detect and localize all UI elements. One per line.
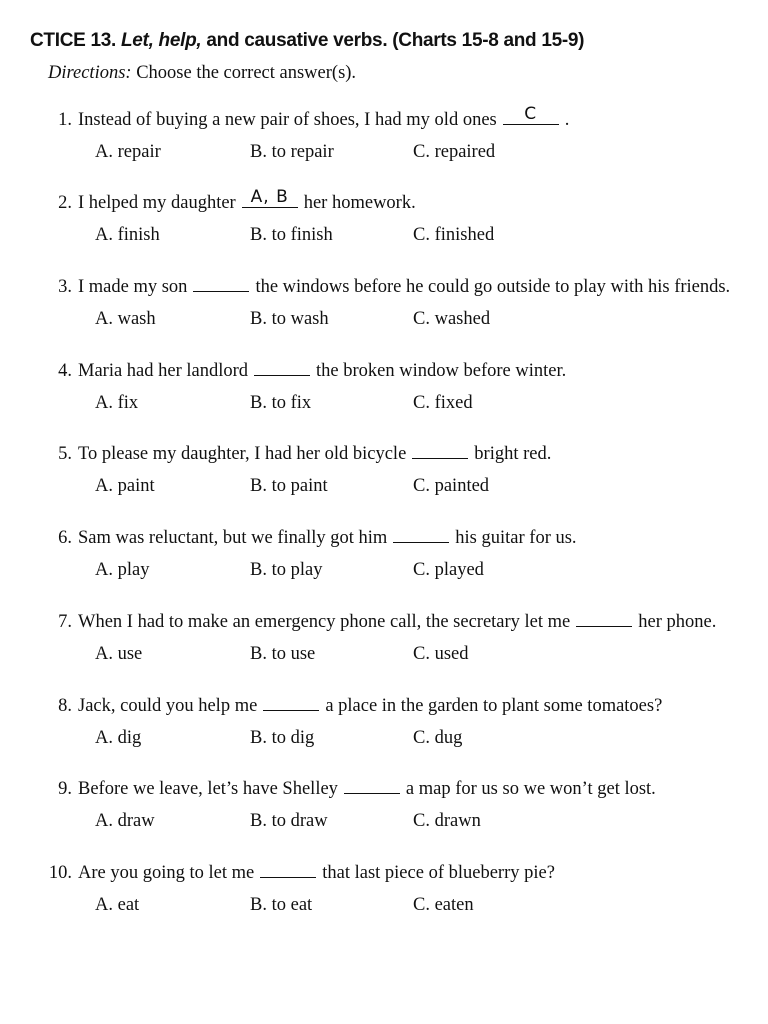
answer-blank[interactable] (344, 779, 400, 794)
option-a[interactable]: A. play (95, 560, 150, 580)
question-stem-line (0, 104, 768, 136)
directions-label: Directions: (48, 63, 132, 83)
stem-after-blank: the broken window before winter. (316, 361, 567, 381)
question-number: 10. (48, 863, 72, 883)
directions (48, 63, 356, 84)
option-b[interactable]: B. to eat (250, 895, 313, 915)
answer-blank[interactable] (393, 528, 449, 543)
stem-before-blank: I helped my daughter (78, 193, 236, 213)
answer-options (0, 225, 768, 249)
question-number: 4. (58, 361, 72, 381)
option-a[interactable]: A. wash (95, 309, 156, 329)
stem-before-blank: To please my daughter, I had her old bicycle (78, 444, 407, 464)
answer-blank[interactable] (260, 863, 316, 878)
option-b[interactable]: B. to paint (250, 476, 328, 496)
option-b[interactable]: B. to use (250, 644, 316, 664)
answer-options (0, 811, 768, 835)
stem-before-blank: I made my son (78, 277, 188, 297)
answer-blank[interactable] (412, 444, 468, 459)
stem-after-blank: bright red. (474, 444, 552, 464)
answer-blank[interactable] (503, 104, 559, 125)
handwritten-answer: A, B (250, 187, 289, 207)
question-stem (78, 779, 656, 800)
stem-before-blank: When I had to make an emergency phone call, the secretary let me (78, 612, 571, 632)
stem-before-blank: Instead of buying a new pair of shoes, I had my old ones (78, 110, 497, 130)
option-c[interactable]: C. played (413, 560, 484, 580)
answer-blank[interactable] (193, 277, 249, 292)
question-number: 3. (58, 277, 72, 297)
question-number: 6. (58, 528, 72, 548)
stem-after-blank: her homework. (303, 193, 416, 213)
option-c[interactable]: C. washed (413, 309, 491, 329)
answer-blank[interactable] (242, 187, 298, 208)
stem-before-blank: Maria had her landlord (78, 361, 249, 381)
question-number: 7. (58, 612, 72, 632)
directions-text: Choose the correct answer(s). (136, 63, 357, 83)
question-stem (78, 277, 730, 298)
option-b[interactable]: B. to draw (250, 811, 328, 831)
option-a[interactable]: A. repair (95, 142, 161, 162)
question-stem (78, 863, 555, 884)
stem-after-blank: a map for us so we won’t get lost. (405, 779, 656, 799)
exercise-title (30, 30, 760, 52)
option-c[interactable]: C. dug (413, 728, 463, 748)
option-c[interactable]: C. drawn (413, 811, 481, 831)
question-stem-line (0, 187, 768, 219)
title-emphasis: Let, help, (120, 30, 202, 51)
answer-options (0, 309, 768, 333)
option-a[interactable]: A. draw (95, 811, 155, 831)
stem-after-blank: her phone. (638, 612, 717, 632)
stem-after-blank: . (564, 110, 570, 130)
option-a[interactable]: A. finish (95, 225, 160, 245)
question-stem (78, 444, 551, 465)
option-c[interactable]: C. fixed (413, 393, 473, 413)
question-number: 8. (58, 696, 72, 716)
option-c[interactable]: C. finished (413, 225, 495, 245)
stem-before-blank: Before we leave, let’s have Shelley (78, 779, 338, 799)
answer-blank[interactable] (263, 696, 319, 711)
answer-options (0, 644, 768, 668)
option-a[interactable]: A. eat (95, 895, 140, 915)
option-c[interactable]: C. eaten (413, 895, 474, 915)
answer-options (0, 728, 768, 752)
answer-options (0, 560, 768, 584)
question-stem-line (0, 361, 768, 387)
title-rest: and causative verbs. (Charts 15-8 and 15-9) (206, 30, 585, 51)
question-stem-line (0, 779, 768, 805)
question-stem-line (0, 612, 768, 638)
title-prefix: CTICE 13. (30, 30, 116, 51)
option-a[interactable]: A. fix (95, 393, 139, 413)
stem-before-blank: Are you going to let me (78, 863, 255, 883)
stem-after-blank: the windows before he could go outside to play with his friends. (255, 277, 731, 297)
question-stem-line (0, 528, 768, 554)
stem-after-blank: a place in the garden to plant some tomatoes? (325, 696, 663, 716)
option-c[interactable]: C. repaired (413, 142, 496, 162)
question-number: 5. (58, 444, 72, 464)
question-stem-line (0, 444, 768, 470)
option-a[interactable]: A. dig (95, 728, 142, 748)
stem-before-blank: Sam was reluctant, but we finally got him (78, 528, 388, 548)
handwritten-answer: C (524, 104, 538, 124)
option-a[interactable]: A. use (95, 644, 143, 664)
answer-options (0, 895, 768, 919)
answer-blank[interactable] (576, 612, 632, 627)
stem-before-blank: Jack, could you help me (78, 696, 258, 716)
option-b[interactable]: B. to play (250, 560, 323, 580)
question-stem-line (0, 863, 768, 889)
question-number: 1. (58, 110, 72, 130)
option-b[interactable]: B. to wash (250, 309, 329, 329)
question-stem (78, 612, 716, 633)
question-stem-line (0, 277, 768, 303)
question-stem-line (0, 696, 768, 722)
option-a[interactable]: A. paint (95, 476, 155, 496)
question-stem (78, 187, 416, 214)
question-stem (78, 528, 577, 549)
option-b[interactable]: B. to fix (250, 393, 312, 413)
answer-options (0, 142, 768, 166)
option-b[interactable]: B. to repair (250, 142, 334, 162)
question-stem (78, 361, 566, 382)
answer-blank[interactable] (254, 361, 310, 376)
option-b[interactable]: B. to finish (250, 225, 333, 245)
answer-options (0, 393, 768, 417)
question-number: 2. (58, 193, 72, 213)
option-b[interactable]: B. to dig (250, 728, 315, 748)
stem-after-blank: his guitar for us. (455, 528, 577, 548)
option-c[interactable]: C. painted (413, 476, 490, 496)
question-stem (78, 696, 662, 717)
stem-after-blank: that last piece of blueberry pie? (322, 863, 555, 883)
answer-options (0, 476, 768, 500)
question-stem (78, 104, 570, 131)
option-c[interactable]: C. used (413, 644, 469, 664)
question-number: 9. (58, 779, 72, 799)
